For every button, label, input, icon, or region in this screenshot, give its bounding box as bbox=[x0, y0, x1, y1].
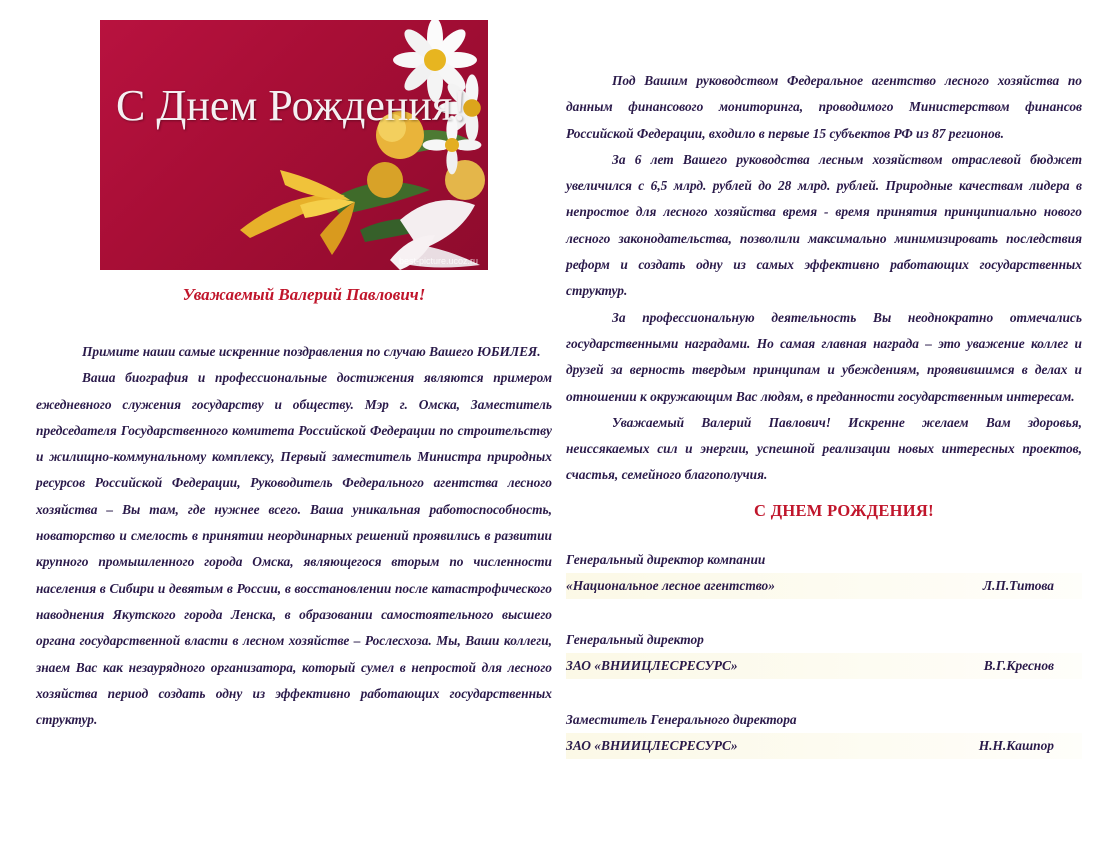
signature-name: Н.Н.Кашпор bbox=[978, 737, 1054, 753]
signature-org: «Национальное лесное агентство» bbox=[566, 577, 775, 593]
birthday-card-image bbox=[100, 20, 488, 270]
paragraph: За профессиональную деятельность Вы неоднократно отмечались государственными наградами. Но самая главная награда – это уважение коллег и друзей за верность твердым принципам и убеждениям, проявившимся в делах и отношении к окружающим Вас людям, в преданности государственным интересам. bbox=[566, 309, 1082, 404]
signature-name: Л.П.Титова bbox=[982, 577, 1054, 593]
left-column bbox=[36, 285, 552, 733]
flower-bouquet-icon bbox=[100, 20, 488, 270]
signature-org: ЗАО «ВНИИЦЛЕСРЕСУРС» bbox=[566, 657, 738, 673]
signature-line bbox=[566, 733, 1082, 759]
signature-name: В.Г.Креснов bbox=[983, 657, 1054, 673]
signature-role: Генеральный директор компании bbox=[566, 551, 766, 567]
signature-org: ЗАО «ВНИИЦЛЕСРЕСУРС» bbox=[566, 737, 738, 753]
paragraph: Уважаемый Валерий Павлович! Искренне желаем Вам здоровья, неиссякаемых сил и энергии, успешной реализации новых интересных проектов, счастья, семейного благополучия. bbox=[566, 414, 1082, 483]
right-column bbox=[566, 68, 1082, 787]
closing-title: С ДНЕМ РОЖДЕНИЯ! bbox=[754, 500, 934, 520]
paragraph: Под Вашим руководством Федеральное агентство лесного хозяйства по данным финансового мониторинга, проводимого Министерством финансов Российской Федерации, входило в первые 15 субъектов РФ из 87 регионов. bbox=[566, 73, 1082, 141]
salutation: Уважаемый Валерий Павлович! bbox=[182, 285, 426, 304]
signature-block bbox=[566, 627, 1082, 679]
card-watermark: best-picture.ucoz.ru bbox=[398, 256, 478, 266]
signature-role: Заместитель Генерального директора bbox=[566, 711, 797, 727]
signature-block bbox=[566, 547, 1082, 599]
paragraph: Ваша биография и профессиональные достижения являются примером ежедневного служения государству и обществу. Мэр г. Омска, Заместитель председателя Государственного комитета Российской Федерации по строительству и жилищно-коммунальному комплексу, Первый заместитель Министра природных ресурсов Российской Федерации, Руководитель Федерального агентства лесного хозяйства – Вы там, где нужнее всего. Ваша уникальная работоспособность, новаторство и смелость в принятии неординарных решений проявились в развитии крупного промышленного города Омска, являющегося вторым по численности населения в Сибири и девятым в России, в восстановлении после катастрофического наводнения Якутского города Ленска, в образовании самостоятельного высшего органа государственной власти в лесном хозяйстве – Рослесхоза. Мы, Ваши коллеги, знаем Вас как незаурядного организатора, который сумел в непростой для лесного хозяйства период создать одну из эффективно работающих государственных структур. bbox=[36, 370, 552, 728]
paragraph: За 6 лет Вашего руководства лесным хозяйством отраслевой бюджет увеличился с 6,5 млрд. рублей до 28 млрд. рублей. Природные качествам лидера в непростое для лесного хозяйства время - время принятия принципиально нового лесного законодательства, позволили максимально минимизировать последствия реформ и создать одну из самых эффективно работающих государственных структур. bbox=[566, 151, 1082, 299]
signature-line bbox=[566, 573, 1082, 599]
card-title: С Днем Рождения! bbox=[116, 81, 467, 130]
signature-block bbox=[566, 707, 1082, 759]
signature-role: Генеральный директор bbox=[566, 631, 704, 647]
signature-line bbox=[566, 653, 1082, 679]
paragraph: Примите наши самые искренние поздравления по случаю Вашего ЮБИЛЕЯ. bbox=[82, 344, 541, 359]
